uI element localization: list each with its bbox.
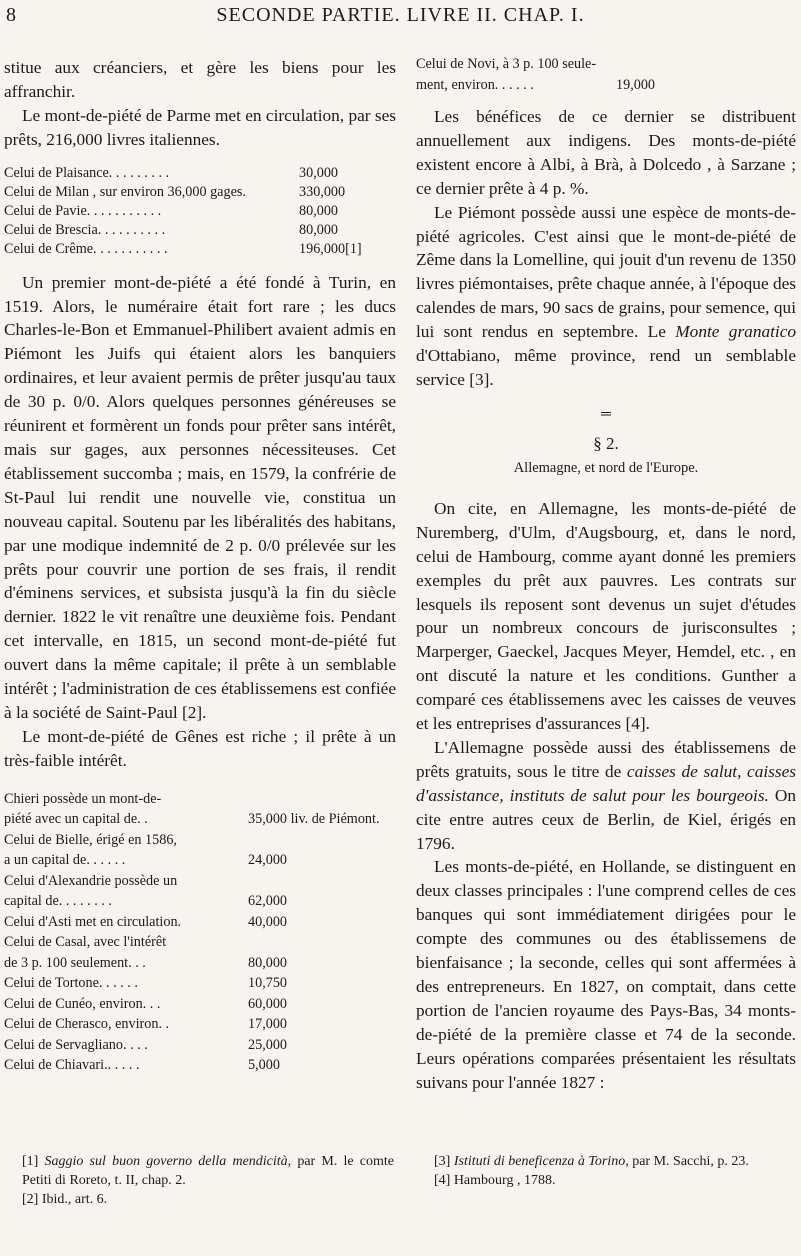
row-label: Celui de Servagliano. . . . bbox=[4, 1036, 148, 1053]
row-value: 25,000 bbox=[248, 1036, 288, 1053]
text-run: On cite entre autres ceux de Berlin, de Kiel, érigés en 1796. bbox=[416, 785, 796, 853]
row-label: Celui de Plaisance. . . . . . . . . bbox=[4, 164, 170, 181]
table-row bbox=[4, 789, 396, 810]
text-run: d'Ottabiano, même province, rend un semblable service [3]. bbox=[416, 346, 796, 389]
text-run: , par M. le comte Petiti di Roreto, t. II, chap. 2. bbox=[22, 1154, 394, 1188]
table-row bbox=[4, 1014, 396, 1035]
row-value: 196,000[1] bbox=[299, 240, 362, 257]
table-row bbox=[4, 164, 396, 183]
footnote-mark: [1] bbox=[22, 1154, 45, 1169]
row-label: Celui de Brescia. . . . . . . . . . bbox=[4, 221, 166, 238]
row-value: 5,000 bbox=[248, 1057, 280, 1074]
table-piedmont bbox=[4, 789, 396, 1076]
running-header bbox=[0, 4, 801, 34]
paragraph: Les bénéfices de ce dernier se distribuent annuellement aux indigens. Des monts-de-piété existent encore à Albi, à Brà, à Dolcedo , à Sarzane ; ce dernier prête à 4 p. %. bbox=[416, 107, 796, 198]
paragraph bbox=[416, 201, 796, 392]
paragraph bbox=[416, 736, 796, 856]
row-value: 35,000 liv. de Piémont. bbox=[248, 811, 380, 828]
right-column bbox=[416, 56, 796, 1095]
footnotes-left bbox=[22, 1152, 394, 1209]
table-row bbox=[4, 809, 396, 830]
row-label: Celui de Cherasco, environ. . bbox=[4, 1016, 170, 1033]
row-value: 17,000 bbox=[248, 1016, 288, 1033]
text-run: , par M. Sacchi, p. 23. bbox=[625, 1154, 749, 1169]
table-row bbox=[4, 202, 396, 221]
table-row bbox=[416, 75, 796, 96]
row-value: 62,000 bbox=[248, 893, 288, 910]
row-label: Celui de Cunéo, environ. . . bbox=[4, 995, 161, 1012]
running-title: SECONDE PARTIE. LIVRE II. CHAP. I. bbox=[216, 4, 585, 26]
section-subtitle: Allemagne, et nord de l'Europe. bbox=[513, 459, 699, 476]
row-label: de 3 p. 100 seulement. . . bbox=[4, 954, 146, 971]
table-row bbox=[4, 994, 396, 1015]
row-label: Celui de Bielle, érigé en 1586, bbox=[4, 831, 177, 848]
row-value: 19,000 bbox=[616, 76, 656, 93]
row-value: 24,000 bbox=[248, 852, 288, 869]
section-rule-icon: ═ bbox=[601, 406, 611, 422]
paragraph: Le mont-de-piété de Parme met en circulation, par ses prêts, 216,000 livres italiennes. bbox=[4, 105, 396, 149]
paragraph: Un premier mont-de-piété a été fondé à Turin, en 1519. Alors, le numéraire était fort rare ; les ducs Charles-le-Bon et Emmanuel-Philibert avaient admis en Piémont les Juifs qui étaient alors les banquiers ordinaires, et leur avaient permis de prêter jusqu'au taux de 30 p. 0/0. Alors quelques personnes généreuses se réunirent et formèrent un fonds pour prêter sans intérêt, mais sur gages, aux personnes nécessiteuses. Cet établissement succomba ; mais, en 1579, la confrérie de St-Paul lui rendit une nouvelle vie, constitua un nouveau capital. Soutenu par les libéralités des habitans, par une modique indemnité de 2 p. 0/0 prélevée sur les prêts pour couvrir une portion de ses frais, il rendit d'éminens services, et subsista jusqu'à la fin du siècle dernier. 1822 le vit renaître une deuxième fois. Pendant cet intervalle, en 1815, un second mont-de-piété fut ouvert dans la même capitale; il prête à un semblable intérêt ; l'administration de ces établissemens est confiée à la société de Saint-Paul [2]. bbox=[4, 272, 396, 722]
footnotes-right bbox=[434, 1152, 796, 1190]
footnote bbox=[22, 1152, 394, 1190]
row-label: ment, environ. . . . . . bbox=[416, 76, 534, 93]
table-row bbox=[4, 891, 396, 912]
italic-run: Saggio sul buon governo della mendicità bbox=[44, 1154, 288, 1169]
table-row bbox=[4, 240, 396, 259]
table-row bbox=[4, 1055, 396, 1076]
table-lombardy bbox=[4, 164, 396, 259]
row-value: 330,000 bbox=[299, 183, 346, 200]
table-row bbox=[4, 871, 396, 892]
row-value: 40,000 bbox=[248, 913, 288, 930]
italic-run: caisses de salut, caisses d'assistance, instituts de salut pour les bourgeois. bbox=[416, 761, 796, 805]
italic-run: Istituti di beneficenza à Torino bbox=[453, 1154, 626, 1169]
table-row bbox=[4, 953, 396, 974]
footnote-mark: [3] bbox=[434, 1154, 454, 1169]
paragraph: stitue aux créanciers, et gère les biens pour les affranchir. bbox=[4, 58, 396, 101]
table-row bbox=[4, 912, 396, 933]
row-label: Chieri possède un mont-de- bbox=[4, 790, 162, 807]
table-row bbox=[4, 850, 396, 871]
left-column bbox=[4, 56, 396, 1088]
row-label: Celui de Tortone. . . . . . bbox=[4, 975, 138, 992]
text-run: L'Allemagne possède aussi des établissemens de prêts gratuits, sous le titre de bbox=[416, 737, 796, 781]
footnote bbox=[434, 1152, 796, 1171]
row-value: 80,000 bbox=[248, 954, 288, 971]
row-label: Celui de Pavie. . . . . . . . . . . bbox=[4, 202, 162, 219]
paragraph: Les monts-de-piété, en Hollande, se distinguent en deux classes principales : l'une comprend celles de ces banques qui sont immédiatement dirigées pour le compte des communes ou des établissemens de bienfaisance ; la seconde, celles qui sont affermées à des entrepreneurs. En 1827, on comptait, dans cette portion de l'ancien royaume des Pays-Bas, 34 monts-de-piété de la première classe et 74 de la seconde. Leurs opérations comparées présentaient les résultats suivans pour l'année 1827 : bbox=[416, 857, 796, 1092]
row-label: Celui de Chiavari.. . . . . bbox=[4, 1057, 140, 1074]
page-number: 8 bbox=[6, 4, 17, 26]
row-value: 80,000 bbox=[299, 221, 339, 238]
row-value: 30,000 bbox=[299, 164, 339, 181]
table-novi bbox=[416, 54, 796, 95]
italic-run: Monte granatico bbox=[675, 322, 797, 342]
table-row bbox=[4, 932, 396, 953]
row-label: piété avec un capital de. . bbox=[4, 811, 148, 828]
row-label: capital de. . . . . . . . bbox=[4, 893, 112, 910]
row-value: 80,000 bbox=[299, 202, 339, 219]
table-row bbox=[4, 221, 396, 240]
footnote: [2] Ibid., art. 6. bbox=[22, 1192, 108, 1207]
table-row bbox=[4, 1035, 396, 1056]
row-value: 60,000 bbox=[248, 995, 288, 1012]
footnote: [4] Hambourg , 1788. bbox=[434, 1173, 556, 1188]
table-row bbox=[4, 973, 396, 994]
section-title: § 2. bbox=[593, 433, 619, 453]
table-row bbox=[4, 183, 396, 202]
table-row bbox=[4, 830, 396, 851]
row-value: 10,750 bbox=[248, 975, 288, 992]
row-label: Celui d'Asti met en circulation. bbox=[4, 913, 182, 930]
row-label: Celui d'Alexandrie possède un bbox=[4, 872, 178, 889]
row-label: Celui de Crême. . . . . . . . . . . bbox=[4, 240, 168, 257]
row-label: Celui de Casal, avec l'intérêt bbox=[4, 934, 167, 951]
paragraph: On cite, en Allemagne, les monts-de-piété de Nuremberg, d'Ulm, d'Augsbourg, et, dans le nord, celui de Hambourg, comme ayant donné les premiers exemples du prêt aux pauvres. Les contrats sur lesquels ils reposent sont devenus un sujet d'études pour un nombreux concours de jurisconsultes ; Marperger, Gaeckel, Jacques Meyer, Hemdel, etc. , en ont discuté la nature et les conditions. Gunther a comparé ces établissemens avec les caisses de veuves et les entreprises d'assurances [4]. bbox=[416, 498, 796, 734]
row-label: Celui de Milan , sur environ 36,000 gages. bbox=[4, 183, 246, 200]
table-row bbox=[416, 54, 796, 75]
paragraph: Le mont-de-piété de Gênes est riche ; il prête à un très-faible intérêt. bbox=[4, 726, 396, 770]
row-label: Celui de Novi, à 3 p. 100 seule- bbox=[416, 56, 597, 72]
text-run: Le Piémont possède aussi une espèce de monts-de-piété agricoles. C'est ainsi que le mont-de-piété de Zême dans la Lomelline, qui jouit d'un revenu de 1350 livres piémontaises, prête chaque année, à l'époque des calendes de mars, 90 sacs de grains, pour semence, qui lui sont rendus en septembre. Le bbox=[416, 202, 796, 342]
row-label: a un capital de. . . . . . bbox=[4, 852, 126, 869]
